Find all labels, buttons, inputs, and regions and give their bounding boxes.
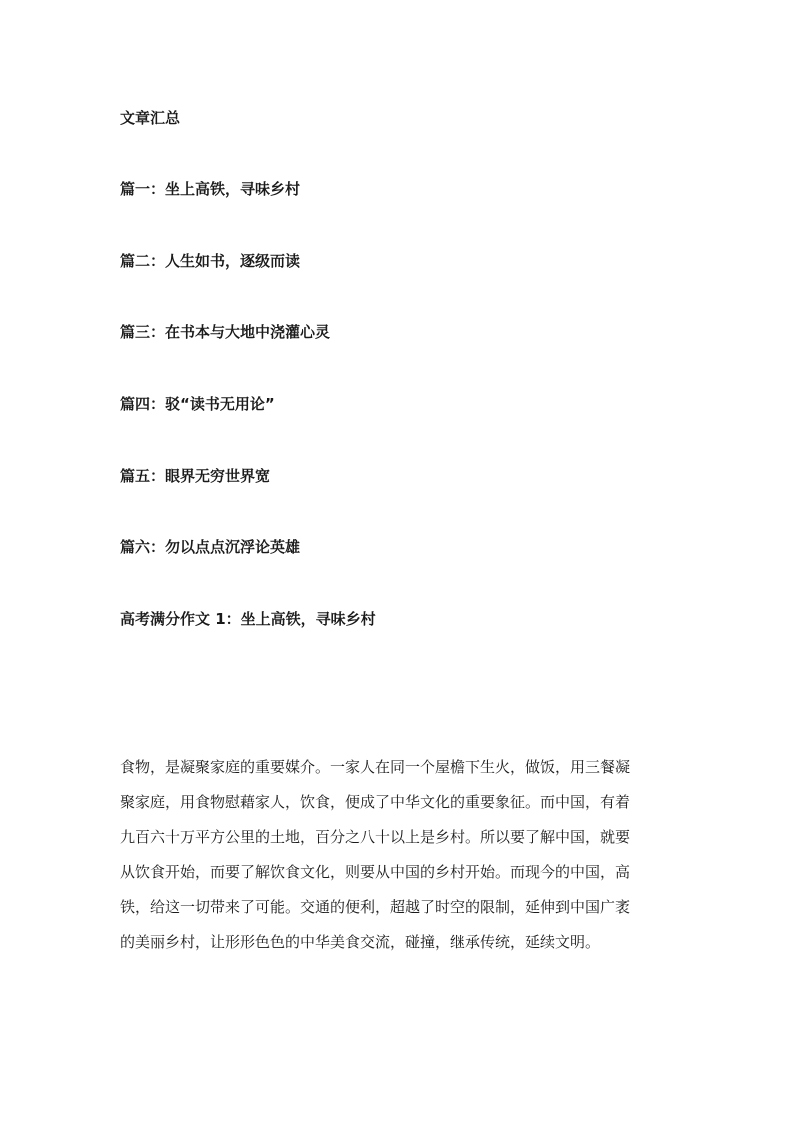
summary-title: 文章汇总 <box>120 109 181 127</box>
body-line: 聚家庭，用食物慰藉家人，饮食，便成了中华文化的重要象征。而中国，有着 <box>120 793 631 811</box>
body-line: 食物，是凝聚家庭的重要媒介。一家人在同一个屋檐下生火，做饭，用三餐凝 <box>120 758 631 776</box>
body-line: 铁，给这一切带来了可能。交通的便利，超越了时空的限制，延伸到中国广袤 <box>120 898 631 916</box>
body-line: 从饮食开始，而要了解饮食文化，则要从中国的乡村开始。而现今的中国，高 <box>120 863 631 881</box>
toc-item-4: 篇四：驳“读书无用论” <box>120 395 275 413</box>
toc-item-3: 篇三：在书本与大地中浇灌心灵 <box>120 323 331 341</box>
toc-item-1: 篇一：坐上高铁，寻味乡村 <box>120 180 301 198</box>
toc-item-5: 篇五：眼界无穷世界宽 <box>120 467 271 485</box>
body-line: 九百六十万平方公里的土地，百分之八十以上是乡村。所以要了解中国，就要 <box>120 828 631 846</box>
essay-title: 高考满分作文 1：坐上高铁，寻味乡村 <box>120 610 376 628</box>
body-line: 的美丽乡村，让形形色色的中华美食交流，碰撞，继承传统，延续文明。 <box>120 933 601 951</box>
toc-item-6: 篇六：勿以点点沉浮论英雄 <box>120 538 301 556</box>
essay-body <box>120 750 676 960</box>
toc-item-2: 篇二：人生如书，逐级而读 <box>120 252 301 270</box>
